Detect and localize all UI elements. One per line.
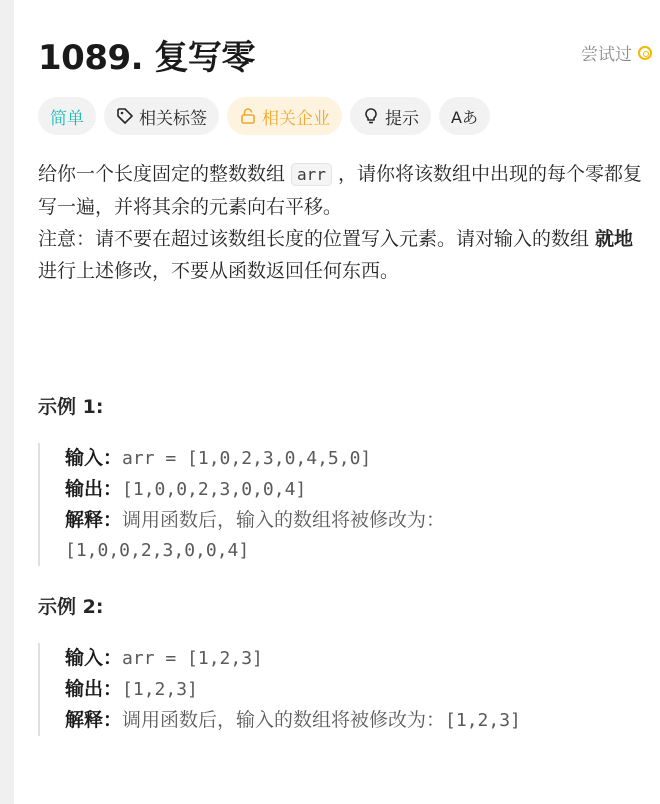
- problem-title[interactable]: 1089. 复写零: [38, 38, 255, 78]
- hint-button[interactable]: [350, 97, 431, 135]
- problem-description-panel: [14, 0, 660, 804]
- explanation-text: 调用函数后，输入的数组将被修改为：: [122, 509, 446, 531]
- statement-paragraph-2: [38, 223, 648, 287]
- input-value: arr = [1,0,2,3,0,4,5,0]: [122, 448, 372, 469]
- tag-icon: [116, 107, 134, 125]
- example-1-title: 示例 1:: [38, 396, 104, 418]
- output-label: 输出：: [65, 678, 123, 700]
- example-2-input: [65, 643, 638, 674]
- output-value: [1,2,3]: [122, 679, 198, 700]
- example-2-explanation: [65, 705, 638, 736]
- title-row: [38, 30, 652, 78]
- font-toggle-label: Aあ: [451, 107, 478, 127]
- in-place-emphasis: 就地: [595, 228, 634, 250]
- related-companies-label: 相关企业: [262, 108, 330, 129]
- explanation-text: 调用函数后，输入的数组将被修改为：: [122, 709, 446, 731]
- lock-icon: [239, 107, 257, 125]
- example-1-output: [65, 474, 638, 505]
- related-tags-label: 相关标签: [139, 108, 207, 129]
- example-1-explanation: [65, 505, 638, 535]
- input-value: arr = [1,2,3]: [122, 648, 263, 669]
- example-2-title: 示例 2:: [38, 596, 104, 618]
- statement-paragraph-1: [38, 158, 648, 223]
- hint-label: 提示: [385, 108, 419, 129]
- input-label: 输入：: [65, 447, 123, 469]
- problem-statement: [38, 158, 648, 287]
- inline-code-arr: arr: [291, 163, 332, 186]
- example-1-input: [65, 443, 638, 474]
- note-text: 注意：请不要在超过该数组长度的位置写入元素。请对输入的数组: [38, 228, 596, 250]
- explanation-value: [1,2,3]: [445, 710, 521, 731]
- explanation-label: 解释：: [65, 509, 123, 531]
- difficulty-badge: 简单: [38, 97, 96, 135]
- input-label: 输入：: [65, 647, 123, 669]
- output-label: 输出：: [65, 478, 123, 500]
- related-companies-button[interactable]: [227, 97, 342, 135]
- output-value: [1,0,0,2,3,0,0,4]: [122, 479, 307, 500]
- note-text: 进行上述修改，不要从函数返回任何东西。: [38, 260, 400, 282]
- example-2-block: [38, 643, 638, 736]
- tried-status: [581, 40, 652, 65]
- example-1-block: [38, 443, 638, 566]
- statement-text: 给你一个长度固定的整数数组: [38, 163, 292, 185]
- example-2-output: [65, 674, 638, 705]
- lightbulb-icon: [362, 107, 380, 125]
- tried-status-icon: [638, 46, 652, 60]
- example-1-explanation-value: [65, 535, 638, 566]
- statement-text: ，请你将该数组中出现的每个零都复写一遍，并将其余的元素向右平移。: [38, 163, 642, 218]
- font-toggle-button[interactable]: [439, 97, 490, 135]
- explanation-value: [1,0,0,2,3,0,0,4]: [65, 540, 250, 561]
- tried-label: 尝试过: [581, 45, 632, 65]
- explanation-label: 解释：: [65, 709, 123, 731]
- tag-row: [38, 97, 490, 135]
- related-tags-button[interactable]: [104, 97, 219, 135]
